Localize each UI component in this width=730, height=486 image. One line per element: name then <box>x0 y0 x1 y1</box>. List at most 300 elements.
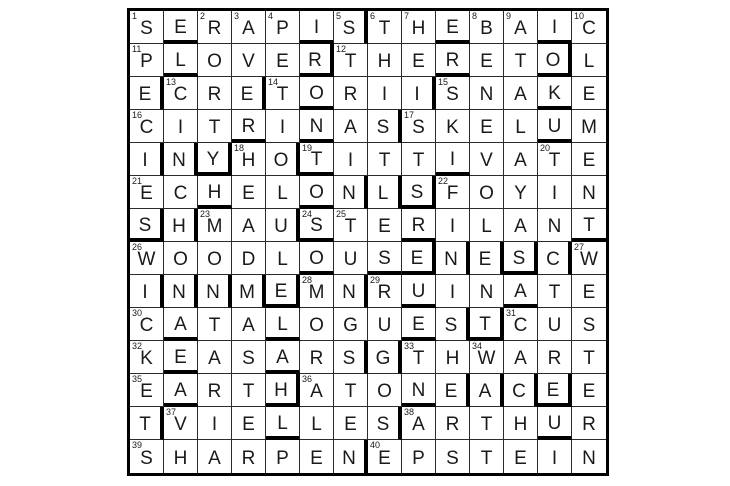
grid-cell-r11c10[interactable] <box>436 341 470 374</box>
grid-cell-r11c13[interactable] <box>538 341 572 374</box>
grid-cell-r2c12[interactable] <box>504 44 538 77</box>
grid-cell-r1c3[interactable] <box>198 11 232 44</box>
grid-cell-r12c3[interactable] <box>198 374 232 407</box>
cell-letter: D <box>241 249 256 270</box>
grid-cell-r10c1[interactable] <box>130 308 164 341</box>
grid-cell-r13c4[interactable] <box>232 407 266 440</box>
grid-cell-r7c2[interactable] <box>164 209 198 242</box>
cell-letter: T <box>583 214 595 236</box>
grid-cell-r11c9[interactable] <box>402 341 436 374</box>
cell-letter: C <box>173 183 188 204</box>
cell-letter: C <box>139 117 154 138</box>
cell-letter: T <box>548 150 561 171</box>
grid-cell-r4c2[interactable] <box>164 110 198 143</box>
grid-cell-r7c6[interactable] <box>300 209 334 242</box>
grid-cell-r14c10[interactable] <box>436 440 470 473</box>
grid-cell-r2c8[interactable] <box>368 44 402 77</box>
grid-cell-r5c14[interactable] <box>572 143 606 176</box>
cell-letter: E <box>174 346 187 368</box>
cell-letter: E <box>582 150 596 171</box>
grid-cell-r7c7[interactable] <box>334 209 368 242</box>
cell-letter: T <box>548 282 561 303</box>
grid-cell-r3c4[interactable] <box>232 77 266 110</box>
cell-letter: E <box>514 447 527 469</box>
grid-cell-r1c12[interactable] <box>504 11 538 44</box>
cell-letter: N <box>309 115 324 137</box>
cell-letter: O <box>173 249 188 270</box>
grid-cell-r10c13[interactable] <box>538 308 572 341</box>
grid-cell-r7c10[interactable] <box>436 209 470 242</box>
grid-cell-r3c5[interactable] <box>266 77 300 110</box>
grid-cell-r1c8[interactable] <box>368 11 402 44</box>
grid-cell-r5c10[interactable] <box>436 143 470 176</box>
clue-number: 19 <box>302 143 313 153</box>
grid-cell-r12c9[interactable] <box>402 374 436 407</box>
grid-cell-r8c12[interactable] <box>504 242 538 275</box>
grid-cell-r13c1[interactable] <box>130 407 164 440</box>
grid-cell-r11c12[interactable] <box>504 341 538 374</box>
cell-letter: K <box>140 348 153 369</box>
grid-cell-r9c2[interactable] <box>164 275 198 308</box>
cell-letter: E <box>242 183 255 204</box>
grid-cell-r10c6[interactable] <box>300 308 334 341</box>
grid-cell-r7c11[interactable] <box>470 209 504 242</box>
grid-cell-r1c13[interactable] <box>538 11 572 44</box>
grid-cell-r10c12[interactable] <box>504 308 538 341</box>
grid-cell-r9c13[interactable] <box>538 275 572 308</box>
grid-cell-r14c14[interactable] <box>572 440 606 473</box>
grid-cell-r4c6[interactable] <box>300 110 334 143</box>
grid-cell-r11c2[interactable] <box>164 341 198 374</box>
grid-cell-r12c14[interactable] <box>572 374 606 407</box>
grid-cell-r9c6[interactable] <box>300 275 334 308</box>
clue-number: 25 <box>336 209 347 219</box>
clue-number: 36 <box>302 374 313 384</box>
cell-letter: A <box>514 84 527 105</box>
cell-letter: M <box>308 282 325 303</box>
grid-cell-r11c6[interactable] <box>300 341 334 374</box>
cell-letter: A <box>514 348 527 369</box>
grid-cell-r13c8[interactable] <box>368 407 402 440</box>
grid-cell-r14c2[interactable] <box>164 440 198 473</box>
grid-cell-r10c5[interactable] <box>266 308 300 341</box>
grid-cell-r10c11[interactable] <box>470 308 504 341</box>
grid-cell-r10c10[interactable] <box>436 308 470 341</box>
cell-letter: U <box>343 249 358 270</box>
grid-cell-r6c4[interactable] <box>232 176 266 209</box>
grid-cell-r9c12[interactable] <box>504 275 538 308</box>
grid-cell-r11c7[interactable] <box>334 341 368 374</box>
grid-cell-r11c14[interactable] <box>572 341 606 374</box>
grid-cell-r5c2[interactable] <box>164 143 198 176</box>
grid-cell-r2c9[interactable] <box>402 44 436 77</box>
grid-cell-r4c14[interactable] <box>572 110 606 143</box>
grid-cell-r12c7[interactable] <box>334 374 368 407</box>
grid-cell-r5c7[interactable] <box>334 143 368 176</box>
grid-cell-r8c5[interactable] <box>266 242 300 275</box>
grid-cell-r8c6[interactable] <box>300 242 334 275</box>
grid-cell-r1c2[interactable] <box>164 11 198 44</box>
grid-cell-r3c6[interactable] <box>300 77 334 110</box>
grid-cell-r5c12[interactable] <box>504 143 538 176</box>
clue-number: 27 <box>574 242 585 252</box>
cell-letter: S <box>376 117 390 138</box>
grid-cell-r3c11[interactable] <box>470 77 504 110</box>
cell-letter: E <box>446 16 459 38</box>
grid-cell-r4c7[interactable] <box>334 110 368 143</box>
grid-cell-r12c1[interactable] <box>130 374 164 407</box>
grid-cell-r12c11[interactable] <box>470 374 504 407</box>
cell-letter: O <box>545 49 561 71</box>
grid-cell-r6c2[interactable] <box>164 176 198 209</box>
cell-letter: S <box>140 447 153 469</box>
cell-letter: S <box>446 447 459 469</box>
grid-cell-r9c3[interactable] <box>198 275 232 308</box>
grid-cell-r13c3[interactable] <box>198 407 232 440</box>
cell-letter: U <box>274 216 288 237</box>
grid-cell-r7c9[interactable] <box>402 209 436 242</box>
grid-cell-r8c8[interactable] <box>368 242 402 275</box>
cell-letter: L <box>377 183 389 204</box>
cell-letter: A <box>514 216 527 237</box>
grid-cell-r2c1[interactable] <box>130 44 164 77</box>
cell-letter: I <box>449 282 456 303</box>
grid-cell-r10c7[interactable] <box>334 308 368 341</box>
grid-cell-r9c10[interactable] <box>436 275 470 308</box>
grid-cell-r2c14[interactable] <box>572 44 606 77</box>
grid-cell-r8c7[interactable] <box>334 242 368 275</box>
grid-cell-r2c13[interactable] <box>538 44 572 77</box>
grid-cell-r14c1[interactable] <box>130 440 164 473</box>
grid-cell-r7c14[interactable] <box>572 209 606 242</box>
crossword-grid <box>127 8 609 476</box>
cell-letter: R <box>582 414 596 435</box>
grid-cell-r14c12[interactable] <box>504 440 538 473</box>
grid-cell-r8c10[interactable] <box>436 242 470 275</box>
grid-cell-r1c1[interactable] <box>130 11 164 44</box>
grid-cell-r3c9[interactable] <box>402 77 436 110</box>
cell-letter: O <box>479 183 494 204</box>
cell-letter: N <box>479 84 494 105</box>
grid-cell-r12c6[interactable] <box>300 374 334 407</box>
grid-cell-r3c14[interactable] <box>572 77 606 110</box>
clue-number: 11 <box>132 44 142 54</box>
grid-cell-r10c8[interactable] <box>368 308 402 341</box>
grid-cell-r10c14[interactable] <box>572 308 606 341</box>
clue-number: 37 <box>166 407 177 417</box>
cell-letter: N <box>342 183 356 204</box>
grid-cell-r1c7[interactable] <box>334 11 368 44</box>
clue-number: 29 <box>370 275 381 285</box>
grid-cell-r12c5[interactable] <box>266 374 300 407</box>
cell-letter: K <box>446 117 459 138</box>
grid-cell-r4c1[interactable] <box>130 110 164 143</box>
grid-cell-r7c4[interactable] <box>232 209 266 242</box>
cell-letter: E <box>138 84 152 105</box>
grid-cell-r8c13[interactable] <box>538 242 572 275</box>
grid-cell-r6c3[interactable] <box>198 176 232 209</box>
cell-letter: N <box>582 447 596 469</box>
grid-cell-r2c7[interactable] <box>334 44 368 77</box>
cell-letter: A <box>344 117 357 138</box>
clue-number: 12 <box>336 44 347 54</box>
grid-cell-r9c8[interactable] <box>368 275 402 308</box>
grid-cell-r2c10[interactable] <box>436 44 470 77</box>
grid-cell-r2c4[interactable] <box>232 44 266 77</box>
grid-cell-r3c8[interactable] <box>368 77 402 110</box>
cell-letter: I <box>142 282 148 303</box>
grid-cell-r13c11[interactable] <box>470 407 504 440</box>
cell-letter: P <box>276 18 289 39</box>
cell-letter: E <box>310 447 323 469</box>
clue-number: 13 <box>166 77 177 87</box>
clue-number: 20 <box>540 143 551 153</box>
grid-cell-r4c10[interactable] <box>436 110 470 143</box>
grid-cell-r11c5[interactable] <box>266 341 300 374</box>
cell-letter: E <box>240 84 254 105</box>
grid-cell-r3c7[interactable] <box>334 77 368 110</box>
grid-cell-r5c9[interactable] <box>402 143 436 176</box>
grid-cell-r12c8[interactable] <box>368 374 402 407</box>
grid-cell-r5c6[interactable] <box>300 143 334 176</box>
grid-cell-r9c5[interactable] <box>266 275 300 308</box>
cell-letter: U <box>377 315 392 336</box>
cell-letter: S <box>412 117 425 138</box>
grid-cell-r6c11[interactable] <box>470 176 504 209</box>
grid-cell-r12c4[interactable] <box>232 374 266 407</box>
cell-letter: I <box>551 447 558 469</box>
grid-cell-r6c10[interactable] <box>436 176 470 209</box>
grid-cell-r10c3[interactable] <box>198 308 232 341</box>
cell-letter: I <box>142 150 148 171</box>
grid-cell-r14c4[interactable] <box>232 440 266 473</box>
grid-cell-r13c14[interactable] <box>572 407 606 440</box>
grid-cell-r8c14[interactable] <box>572 242 606 275</box>
grid-cell-r9c9[interactable] <box>402 275 436 308</box>
grid-cell-r8c9[interactable] <box>402 242 436 275</box>
grid-cell-r4c13[interactable] <box>538 110 572 143</box>
grid-cell-r4c11[interactable] <box>470 110 504 143</box>
cell-letter: T <box>479 313 491 335</box>
cell-letter: E <box>582 381 596 402</box>
grid-cell-r2c3[interactable] <box>198 44 232 77</box>
grid-cell-r11c1[interactable] <box>130 341 164 374</box>
grid-cell-r4c9[interactable] <box>402 110 436 143</box>
grid-cell-r5c3[interactable] <box>198 143 232 176</box>
grid-cell-r13c7[interactable] <box>334 407 368 440</box>
grid-cell-r11c4[interactable] <box>232 341 266 374</box>
grid-cell-r2c5[interactable] <box>266 44 300 77</box>
cell-letter: A <box>514 150 527 171</box>
grid-cell-r12c2[interactable] <box>164 374 198 407</box>
cell-letter: A <box>514 18 527 39</box>
cell-letter: P <box>412 447 425 469</box>
grid-cell-r3c2[interactable] <box>164 77 198 110</box>
clue-number: 39 <box>132 440 143 450</box>
cell-letter: M <box>206 216 223 237</box>
grid-cell-r4c12[interactable] <box>504 110 538 143</box>
grid-cell-r13c12[interactable] <box>504 407 538 440</box>
grid-cell-r13c6[interactable] <box>300 407 334 440</box>
grid-cell-r2c11[interactable] <box>470 44 504 77</box>
grid-cell-r13c13[interactable] <box>538 407 572 440</box>
grid-cell-r14c5[interactable] <box>266 440 300 473</box>
cell-letter: O <box>207 249 222 270</box>
grid-cell-r9c7[interactable] <box>334 275 368 308</box>
cell-letter: E <box>242 414 255 435</box>
grid-cell-r1c10[interactable] <box>436 11 470 44</box>
cell-letter: T <box>480 414 493 435</box>
grid-cell-r3c10[interactable] <box>436 77 470 110</box>
grid-cell-r9c14[interactable] <box>572 275 606 308</box>
grid-cell-r9c11[interactable] <box>470 275 504 308</box>
grid-cell-r6c7[interactable] <box>334 176 368 209</box>
grid-cell-r13c5[interactable] <box>266 407 300 440</box>
grid-cell-r14c13[interactable] <box>538 440 572 473</box>
grid-cell-r9c1[interactable] <box>130 275 164 308</box>
cell-letter: T <box>139 414 151 435</box>
clue-number: 4 <box>268 11 274 21</box>
grid-cell-r13c10[interactable] <box>436 407 470 440</box>
cell-letter: P <box>140 51 153 72</box>
grid-cell-r6c1[interactable] <box>130 176 164 209</box>
grid-cell-r5c4[interactable] <box>232 143 266 176</box>
grid-cell-r10c4[interactable] <box>232 308 266 341</box>
grid-cell-r6c8[interactable] <box>368 176 402 209</box>
grid-cell-r3c3[interactable] <box>198 77 232 110</box>
grid-cell-r6c13[interactable] <box>538 176 572 209</box>
cell-letter: C <box>173 84 188 105</box>
grid-cell-r11c3[interactable] <box>198 341 232 374</box>
cell-letter: T <box>378 18 391 39</box>
clue-number: 22 <box>438 176 449 186</box>
cell-letter: C <box>512 381 526 402</box>
grid-cell-r14c9[interactable] <box>402 440 436 473</box>
grid-cell-r10c2[interactable] <box>164 308 198 341</box>
cell-letter: U <box>547 315 562 336</box>
grid-cell-r1c5[interactable] <box>266 11 300 44</box>
grid-cell-r6c12[interactable] <box>504 176 538 209</box>
cell-letter: E <box>582 84 596 105</box>
grid-cell-r14c7[interactable] <box>334 440 368 473</box>
cell-letter: A <box>276 346 289 368</box>
cell-letter: R <box>411 214 426 236</box>
grid-cell-r1c14[interactable] <box>572 11 606 44</box>
cell-letter: I <box>211 414 218 435</box>
cell-letter: S <box>342 348 356 369</box>
cell-letter: E <box>444 381 458 402</box>
cell-letter: W <box>580 249 598 270</box>
grid-cell-r3c12[interactable] <box>504 77 538 110</box>
grid-cell-r8c11[interactable] <box>470 242 504 275</box>
grid-cell-r14c8[interactable] <box>368 440 402 473</box>
grid-cell-r13c2[interactable] <box>164 407 198 440</box>
grid-cell-r10c9[interactable] <box>402 308 436 341</box>
grid-cell-r6c14[interactable] <box>572 176 606 209</box>
grid-cell-r12c13[interactable] <box>538 374 572 407</box>
grid-cell-r2c2[interactable] <box>164 44 198 77</box>
grid-cell-r4c5[interactable] <box>266 110 300 143</box>
cell-letter: N <box>411 379 426 401</box>
cell-letter: P <box>276 447 289 469</box>
grid-cell-r5c13[interactable] <box>538 143 572 176</box>
grid-cell-r1c9[interactable] <box>402 11 436 44</box>
clue-number: 5 <box>336 11 342 21</box>
cell-letter: T <box>412 150 425 171</box>
grid-cell-r6c9[interactable] <box>402 176 436 209</box>
cell-letter: I <box>551 16 558 38</box>
grid-cell-r13c9[interactable] <box>402 407 436 440</box>
grid-cell-r14c3[interactable] <box>198 440 232 473</box>
cell-letter: A <box>514 280 527 302</box>
grid-cell-r7c8[interactable] <box>368 209 402 242</box>
grid-cell-r1c6[interactable] <box>300 11 334 44</box>
cell-letter: N <box>342 447 356 469</box>
grid-cell-r5c5[interactable] <box>266 143 300 176</box>
clue-number: 35 <box>132 374 143 384</box>
cell-letter: V <box>174 414 187 435</box>
clue-number: 24 <box>302 209 313 219</box>
grid-cell-r8c4[interactable] <box>232 242 266 275</box>
grid-cell-r11c11[interactable] <box>470 341 504 374</box>
cell-letter: H <box>411 18 426 39</box>
grid-cell-r12c10[interactable] <box>436 374 470 407</box>
grid-cell-r8c1[interactable] <box>130 242 164 275</box>
cell-letter: N <box>479 282 494 303</box>
cell-letter: S <box>512 247 526 269</box>
cell-letter: B <box>480 18 493 39</box>
grid-cell-r2c6[interactable] <box>300 44 334 77</box>
grid-cell-r4c4[interactable] <box>232 110 266 143</box>
grid-cell-r5c11[interactable] <box>470 143 504 176</box>
grid-cell-r5c8[interactable] <box>368 143 402 176</box>
grid-cell-r7c3[interactable] <box>198 209 232 242</box>
grid-cell-r5c1[interactable] <box>130 143 164 176</box>
grid-cell-r7c5[interactable] <box>266 209 300 242</box>
grid-cell-r7c13[interactable] <box>538 209 572 242</box>
grid-cell-r7c12[interactable] <box>504 209 538 242</box>
grid-cell-r4c8[interactable] <box>368 110 402 143</box>
grid-cell-r3c1[interactable] <box>130 77 164 110</box>
cell-letter: L <box>277 313 288 335</box>
clue-number: 15 <box>438 77 449 87</box>
cell-letter: S <box>410 181 424 203</box>
grid-cell-r1c4[interactable] <box>232 11 266 44</box>
grid-cell-r9c4[interactable] <box>232 275 266 308</box>
cell-letter: O <box>309 82 324 104</box>
grid-cell-r4c3[interactable] <box>198 110 232 143</box>
cell-letter: G <box>375 348 391 369</box>
cell-letter: K <box>548 82 561 104</box>
grid-cell-r1c11[interactable] <box>470 11 504 44</box>
grid-cell-r6c6[interactable] <box>300 176 334 209</box>
grid-cell-r8c2[interactable] <box>164 242 198 275</box>
grid-cell-r14c11[interactable] <box>470 440 504 473</box>
grid-cell-r11c8[interactable] <box>368 341 402 374</box>
grid-cell-r14c6[interactable] <box>300 440 334 473</box>
clue-number: 17 <box>404 110 415 120</box>
grid-cell-r6c5[interactable] <box>266 176 300 209</box>
cell-letter: I <box>279 117 286 138</box>
grid-cell-r8c3[interactable] <box>198 242 232 275</box>
grid-cell-r12c12[interactable] <box>504 374 538 407</box>
cell-letter: C <box>139 315 154 336</box>
cell-letter: E <box>140 183 153 204</box>
grid-cell-r7c1[interactable] <box>130 209 164 242</box>
cell-letter: E <box>480 117 493 138</box>
clue-number: 32 <box>132 341 143 351</box>
grid-cell-r3c13[interactable] <box>538 77 572 110</box>
